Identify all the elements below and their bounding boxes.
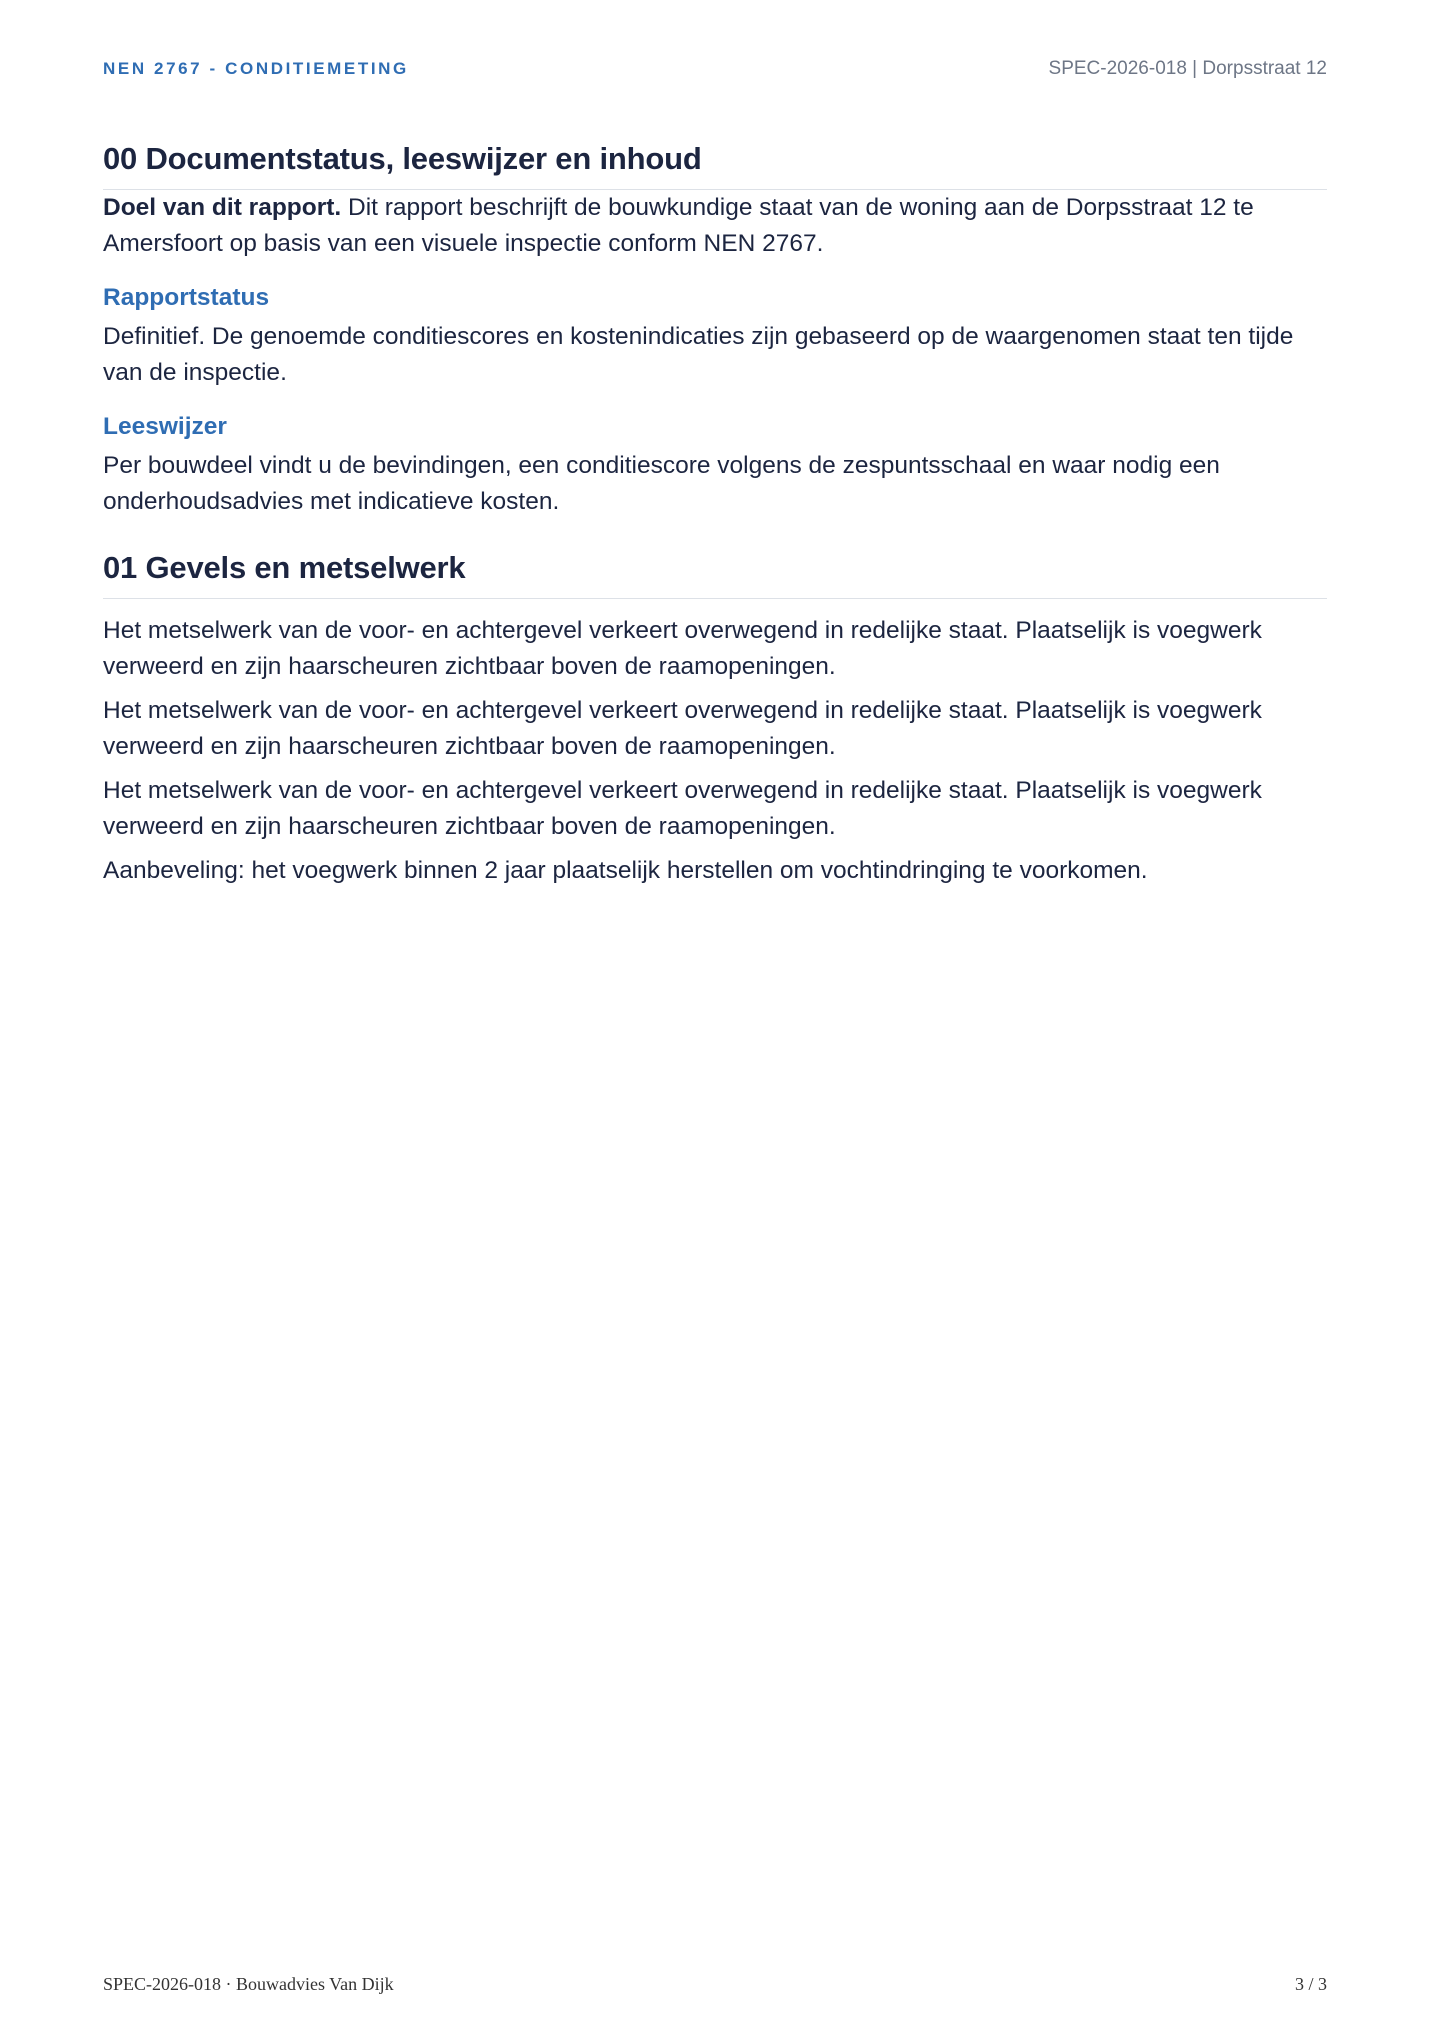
footer-reference: SPEC-2026-018 · Bouwadvies Van Dijk	[103, 1974, 394, 1994]
finding-paragraph: Het metselwerk van de voor- en achtergevel verkeert overwegend in redelijke staat. Plaatselijk is voegwerk verweerd en zijn haarscheuren zichtbaar boven de raamopeningen.	[103, 697, 1262, 760]
section-facades-masonry	[103, 547, 1327, 889]
subheading-reading-guide: Leeswijzer	[103, 413, 227, 440]
page-header	[103, 56, 1327, 82]
section-title-00: 00 Documentstatus, leeswijzer en inhoud	[103, 138, 1327, 190]
page-number: 3 / 3	[1294, 1974, 1327, 1994]
report-purpose-label: Doel van dit rapport.	[103, 194, 342, 221]
facade-findings	[103, 613, 1327, 889]
recommendation-paragraph: Aanbeveling: het voegwerk binnen 2 jaar plaatselijk herstellen om vochtindringing te voorkomen.	[103, 857, 1148, 884]
report-purpose	[103, 190, 1327, 261]
section-title-01: 01 Gevels en metselwerk	[103, 547, 1327, 599]
section-document-status	[103, 138, 1327, 519]
finding-paragraph: Het metselwerk van de voor- en achtergevel verkeert overwegend in redelijke staat. Plaatselijk is voegwerk verweerd en zijn haarscheuren zichtbaar boven de raamopeningen.	[103, 777, 1262, 840]
finding-paragraph: Het metselwerk van de voor- en achtergevel verkeert overwegend in redelijke staat. Plaatselijk is voegwerk verweerd en zijn haarscheuren zichtbaar boven de raamopeningen.	[103, 617, 1262, 680]
subheading-report-status: Rapportstatus	[103, 284, 270, 311]
report-purpose-text: Dit rapport beschrijft de bouwkundige staat van de woning aan de Dorpsstraat 12 te Amersfoort op basis van een visuele inspectie conform NEN 2767.	[103, 194, 1254, 257]
report-content	[103, 138, 1327, 889]
reading-guide-text: Per bouwdeel vindt u de bevindingen, een conditiescore volgens de zespuntsschaal en waar nodig een onderhoudsadvies met indicatieve kosten.	[103, 452, 1220, 515]
report-status-text: Definitief. De genoemde conditiescores en kostenindicaties zijn gebaseerd op de waargenomen staat ten tijde van de inspectie.	[103, 323, 1294, 386]
page-footer	[103, 1974, 1327, 1995]
header-report-type: NEN 2767 - CONDITIEMETING	[103, 59, 409, 78]
header-reference: SPEC-2026-018 | Dorpsstraat 12	[1048, 58, 1327, 79]
